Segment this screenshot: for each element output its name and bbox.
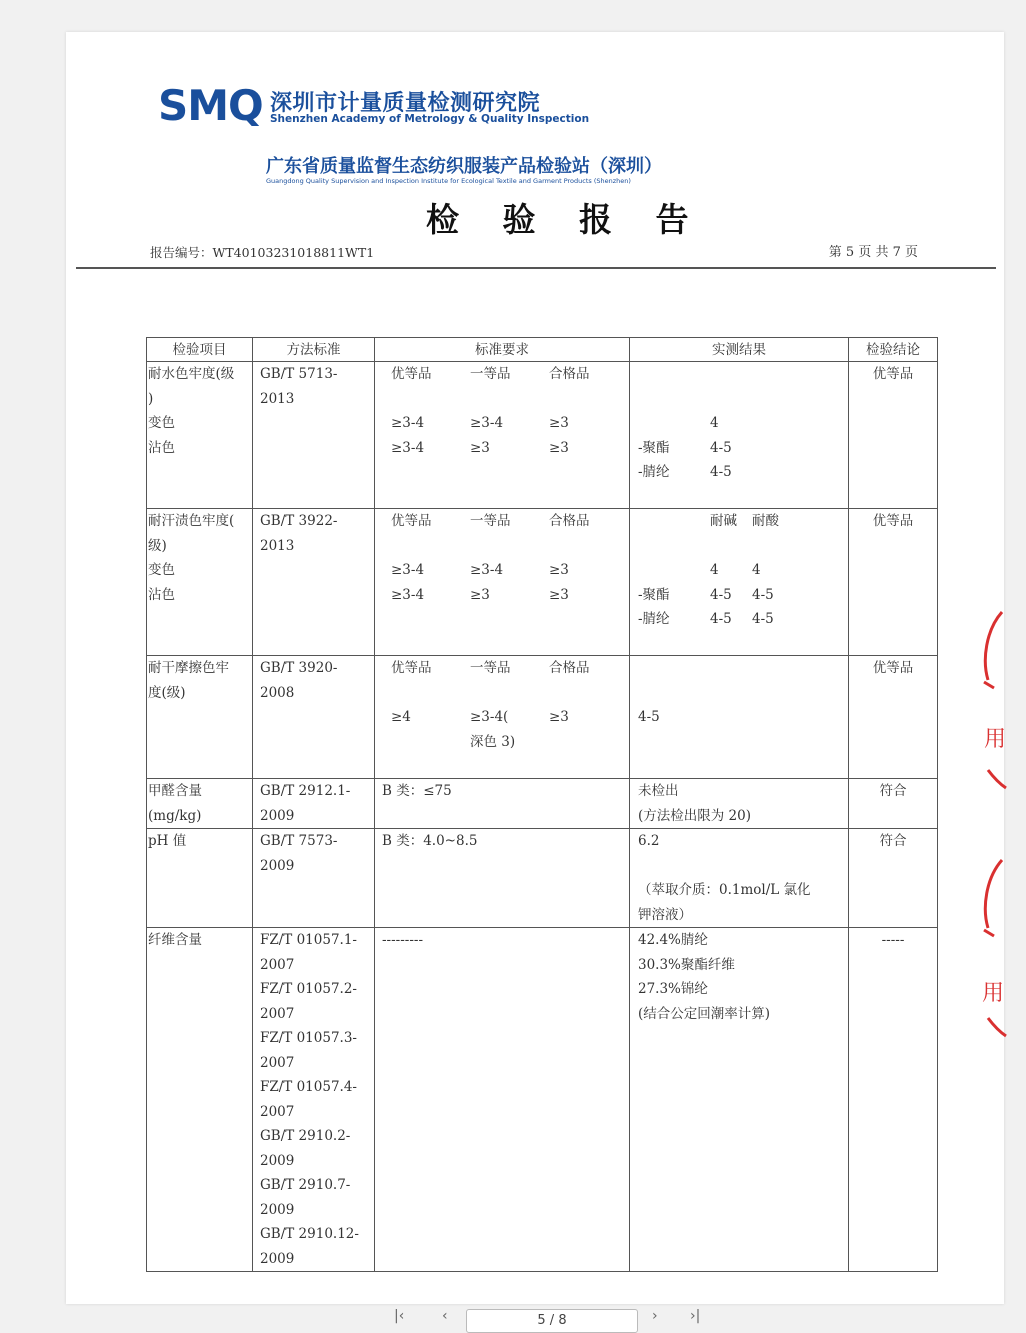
method-cell: FZ/T 01057.1- 2007 FZ/T 01057.2- 2007 FZ/T 01057.3- 2007 FZ/T 01057.4- 2007 GB/T 2910.2- 2009 GB/T 2910.7- 2009 GB/T 2910.12- 2009 bbox=[253, 928, 375, 1272]
table-row bbox=[147, 362, 938, 509]
report-page bbox=[66, 32, 1007, 1304]
header-method: 方法标准 bbox=[253, 338, 375, 362]
institute-name-en: Shenzhen Academy of Metrology & Quality Inspection bbox=[270, 113, 590, 125]
table-row bbox=[147, 928, 938, 1272]
requirement-cell: --------- bbox=[375, 928, 630, 1272]
table-row bbox=[147, 509, 938, 656]
result-cell: 耐碱 耐酸 4 4 -聚酯 4-5 4-5 -腈纶 4-5 4-5 bbox=[630, 509, 849, 656]
item-cell: 甲醛含量 (mg/kg) bbox=[147, 779, 253, 829]
report-title: 检 验 报 告 bbox=[426, 200, 705, 239]
page-number-input[interactable]: 5 / 8 bbox=[466, 1309, 638, 1333]
conclusion-cell: 优等品 bbox=[849, 656, 938, 779]
last-page-button[interactable]: ›| bbox=[690, 1308, 701, 1324]
seal-glyph: 用 bbox=[984, 727, 1007, 752]
table-row bbox=[147, 779, 938, 829]
prev-page-button[interactable]: ‹ bbox=[442, 1308, 448, 1324]
seal-arc-icon bbox=[978, 858, 1008, 1043]
seal-stamp-fragment bbox=[978, 610, 1008, 795]
requirement-cell: 优等品 一等品 合格品 ≥4 ≥3-4( ≥3 深色 3) bbox=[375, 656, 630, 779]
requirement-cell: B 类：≤75 bbox=[375, 779, 630, 829]
item-cell: 耐干摩擦色牢 度(级) bbox=[147, 656, 253, 779]
table-row bbox=[147, 656, 938, 779]
conclusion-cell: ----- bbox=[849, 928, 938, 1272]
pdf-pager bbox=[0, 1306, 1026, 1333]
result-cell: 未检出 (方法检出限为 20) bbox=[630, 779, 849, 829]
table-header-row bbox=[147, 338, 938, 362]
page-indicator: 第 5 页 共 7 页 bbox=[828, 245, 918, 260]
test-results-table bbox=[146, 337, 938, 1272]
seal-glyph: 用 bbox=[982, 981, 1005, 1006]
header-requirement: 标准要求 bbox=[375, 338, 630, 362]
conclusion-cell: 优等品 bbox=[849, 362, 938, 509]
header-test-item: 检验项目 bbox=[147, 338, 253, 362]
seal-arc-icon bbox=[978, 610, 1008, 795]
item-cell: 纤维含量 bbox=[147, 928, 253, 1272]
report-number: 报告编号：WT40103231018811WT1 bbox=[150, 245, 375, 260]
method-cell: GB/T 2912.1- 2009 bbox=[253, 779, 375, 829]
header-result: 实测结果 bbox=[630, 338, 849, 362]
institute-name-cn: 深圳市计量质量检测研究院 bbox=[270, 91, 541, 116]
item-cell: 耐水色牢度(级 ) 变色 沾色 bbox=[147, 362, 253, 509]
result-cell: 4 -聚酯 4-5 -腈纶 4-5 bbox=[630, 362, 849, 509]
result-cell: 6.2 （萃取介质：0.1mol/L 氯化 钾溶液） bbox=[630, 829, 849, 928]
result-cell: 4-5 bbox=[630, 656, 849, 779]
smq-logo-text: SMQ bbox=[158, 81, 263, 130]
method-cell: GB/T 5713- 2013 bbox=[253, 362, 375, 509]
next-page-button[interactable]: › bbox=[652, 1308, 658, 1324]
seal-stamp-fragment bbox=[978, 858, 1008, 1043]
header-divider bbox=[76, 267, 996, 269]
requirement-cell: 优等品 一等品 合格品 ≥3-4 ≥3-4 ≥3 ≥3-4 ≥3 ≥3 bbox=[375, 362, 630, 509]
item-cell: 耐汗渍色牢度( 级) 变色 沾色 bbox=[147, 509, 253, 656]
first-page-button[interactable]: |‹ bbox=[394, 1308, 405, 1324]
table-row bbox=[147, 829, 938, 928]
station-name-en: Guangdong Quality Supervision and Inspection Institute for Ecological Textile and Garment Products (Shenzhen) bbox=[266, 177, 631, 185]
conclusion-cell: 优等品 bbox=[849, 509, 938, 656]
requirement-cell: 优等品 一等品 合格品 ≥3-4 ≥3-4 ≥3 ≥3-4 ≥3 ≥3 bbox=[375, 509, 630, 656]
method-cell: GB/T 3922- 2013 bbox=[253, 509, 375, 656]
station-name-cn: 广东省质量监督生态纺织服装产品检验站（深圳） bbox=[266, 156, 662, 177]
conclusion-cell: 符合 bbox=[849, 779, 938, 829]
requirement-cell: B 类：4.0~8.5 bbox=[375, 829, 630, 928]
result-cell: 42.4%腈纶 30.3%聚酯纤维 27.3%锦纶 (结合公定回潮率计算) bbox=[630, 928, 849, 1272]
conclusion-cell: 符合 bbox=[849, 829, 938, 928]
item-cell: pH 值 bbox=[147, 829, 253, 928]
method-cell: GB/T 7573- 2009 bbox=[253, 829, 375, 928]
header-conclusion: 检验结论 bbox=[849, 338, 938, 362]
method-cell: GB/T 3920- 2008 bbox=[253, 656, 375, 779]
